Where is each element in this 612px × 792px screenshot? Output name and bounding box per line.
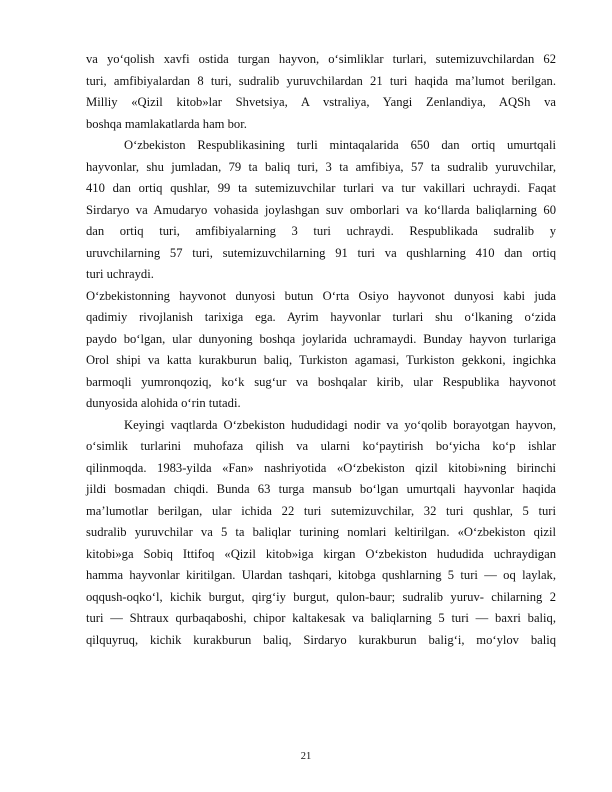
text-line: paydo bo‘lgan, ular dunyoning boshqa joylarida uchramaydi. Bunday hayvon turlariga xyxy=(86,331,556,346)
text-line: turi uchraydi. xyxy=(86,267,154,281)
text-line: turi — Shtraux qurbaqaboshi, chipor kaltakesak va baliqlarning 5 turi — baxri baliq, xyxy=(86,611,556,625)
text-line: hamma hayvonlar kiritilgan. Ulardan tashqari, kitobga qushlarning 5 turi — oq laylak, xyxy=(86,568,556,582)
text-line: ma’lumotlar berilgan, ular ichida 22 turi sutemizuvchilar, 32 turi qushlar, 5 turi xyxy=(86,503,556,518)
text-line: Milliy «Qizil kitob»lar Shvetsiya, A vstraliya, Yangi Zenlandiya, AQSh va xyxy=(86,95,556,109)
text-line: O‘zbekistonning hayvonot dunyosi butun O‘rta Osiyo hayvonot dunyosi kabi juda xyxy=(86,288,556,303)
text-line: Orol shipi va katta kurakburun baliq, Turkiston agamasi, Turkiston gekkoni, ingichka xyxy=(86,353,556,367)
text-line: Sirdaryo va Amudaryo vohasida joylashgan suv omborlari va ko‘llarda baliqlarning 60 xyxy=(86,202,556,217)
text-line: jildi bosmadan chiqdi. Bunda 63 turga mansub bo‘lgan umurtqali hayvonlar haqida xyxy=(86,482,556,496)
body-text xyxy=(86,49,556,651)
text-line: uruvchilarning 57 turi, sutemizuvchilarning 91 turi va qushlarning 410 dan ortiq xyxy=(86,245,556,260)
page-number: 21 xyxy=(300,751,312,762)
text-line: o‘simlik turlarini muhofaza qilish va ularni ko‘paytirish bo‘yicha ko‘p ishlar xyxy=(86,439,556,453)
text-line: boshqa mamlakatlarda ham bor. xyxy=(86,116,247,131)
paragraph-4 xyxy=(86,415,556,652)
text-line: sudralib yuruvchilar va 5 ta baliqlar turining nomlari keltirilgan. «O‘zbekiston qizil xyxy=(86,525,556,539)
text-line: kitobi»ga Sobiq Ittifoq «Qizil kitob»iga kirgan O‘zbekiston hududida uchraydigan xyxy=(86,546,556,561)
paragraph-2 xyxy=(86,135,556,286)
text-line: qadimiy rivojlanish tarixiga ega. Ayrim hayvonlar turlari shu o‘lkaning o‘zida xyxy=(86,310,556,324)
text-line: qilinmoqda. 1983-yilda «Fan» nashriyotida «O‘zbekiston qizil kitobi»ning birinchi xyxy=(86,460,556,475)
text-line: barmoqli yumronqoziq, ko‘k sug‘ur va boshqalar kirib, ular Respublika hayvonot xyxy=(86,374,556,389)
text-line: oqqush-oqko‘l, kichik burgut, qirg‘iy burgut, qulon-baur; sudralib yuruv- chilarning 2 xyxy=(86,589,556,604)
paragraph-3 xyxy=(86,286,556,415)
text-line: qilquyruq, kichik kurakburun baliq, Sirdaryo kurakburun balig‘i, mo‘ylov baliq xyxy=(86,632,556,647)
text-line: turi, amfibiyalardan 8 turi, sudralib yuruvchilardan 21 turi haqida ma’lumot berilgan. xyxy=(86,73,556,88)
text-line: Keyingi vaqtlarda O‘zbekiston hududidagi nodir va yo‘qolib borayotgan hayvon, xyxy=(124,417,556,432)
text-line: dan ortiq turi, amfibiyalarning 3 turi uchraydi. Respublikada sudralib y xyxy=(86,224,556,238)
paragraph-1 xyxy=(86,49,556,135)
text-line: dunyosida alohida o‘rin tutadi. xyxy=(86,396,241,410)
text-line: hayvonlar, shu jumladan, 79 ta baliq turi, 3 ta amfibiya, 57 ta sudralib yuruvchilar, xyxy=(86,159,556,174)
text-line: O‘zbekiston Respublikasining turli mintaqalarida 650 dan ortiq umurtqali xyxy=(124,138,556,152)
text-line: va yo‘qolish xavfi ostida turgan hayvon, o‘simliklar turlari, sutemizuvchilardan 62 xyxy=(86,52,556,66)
text-line: 410 dan ortiq qushlar, 99 ta sutemizuvchilar turlari va tur vakillari uchraydi. Faqat xyxy=(86,181,556,195)
